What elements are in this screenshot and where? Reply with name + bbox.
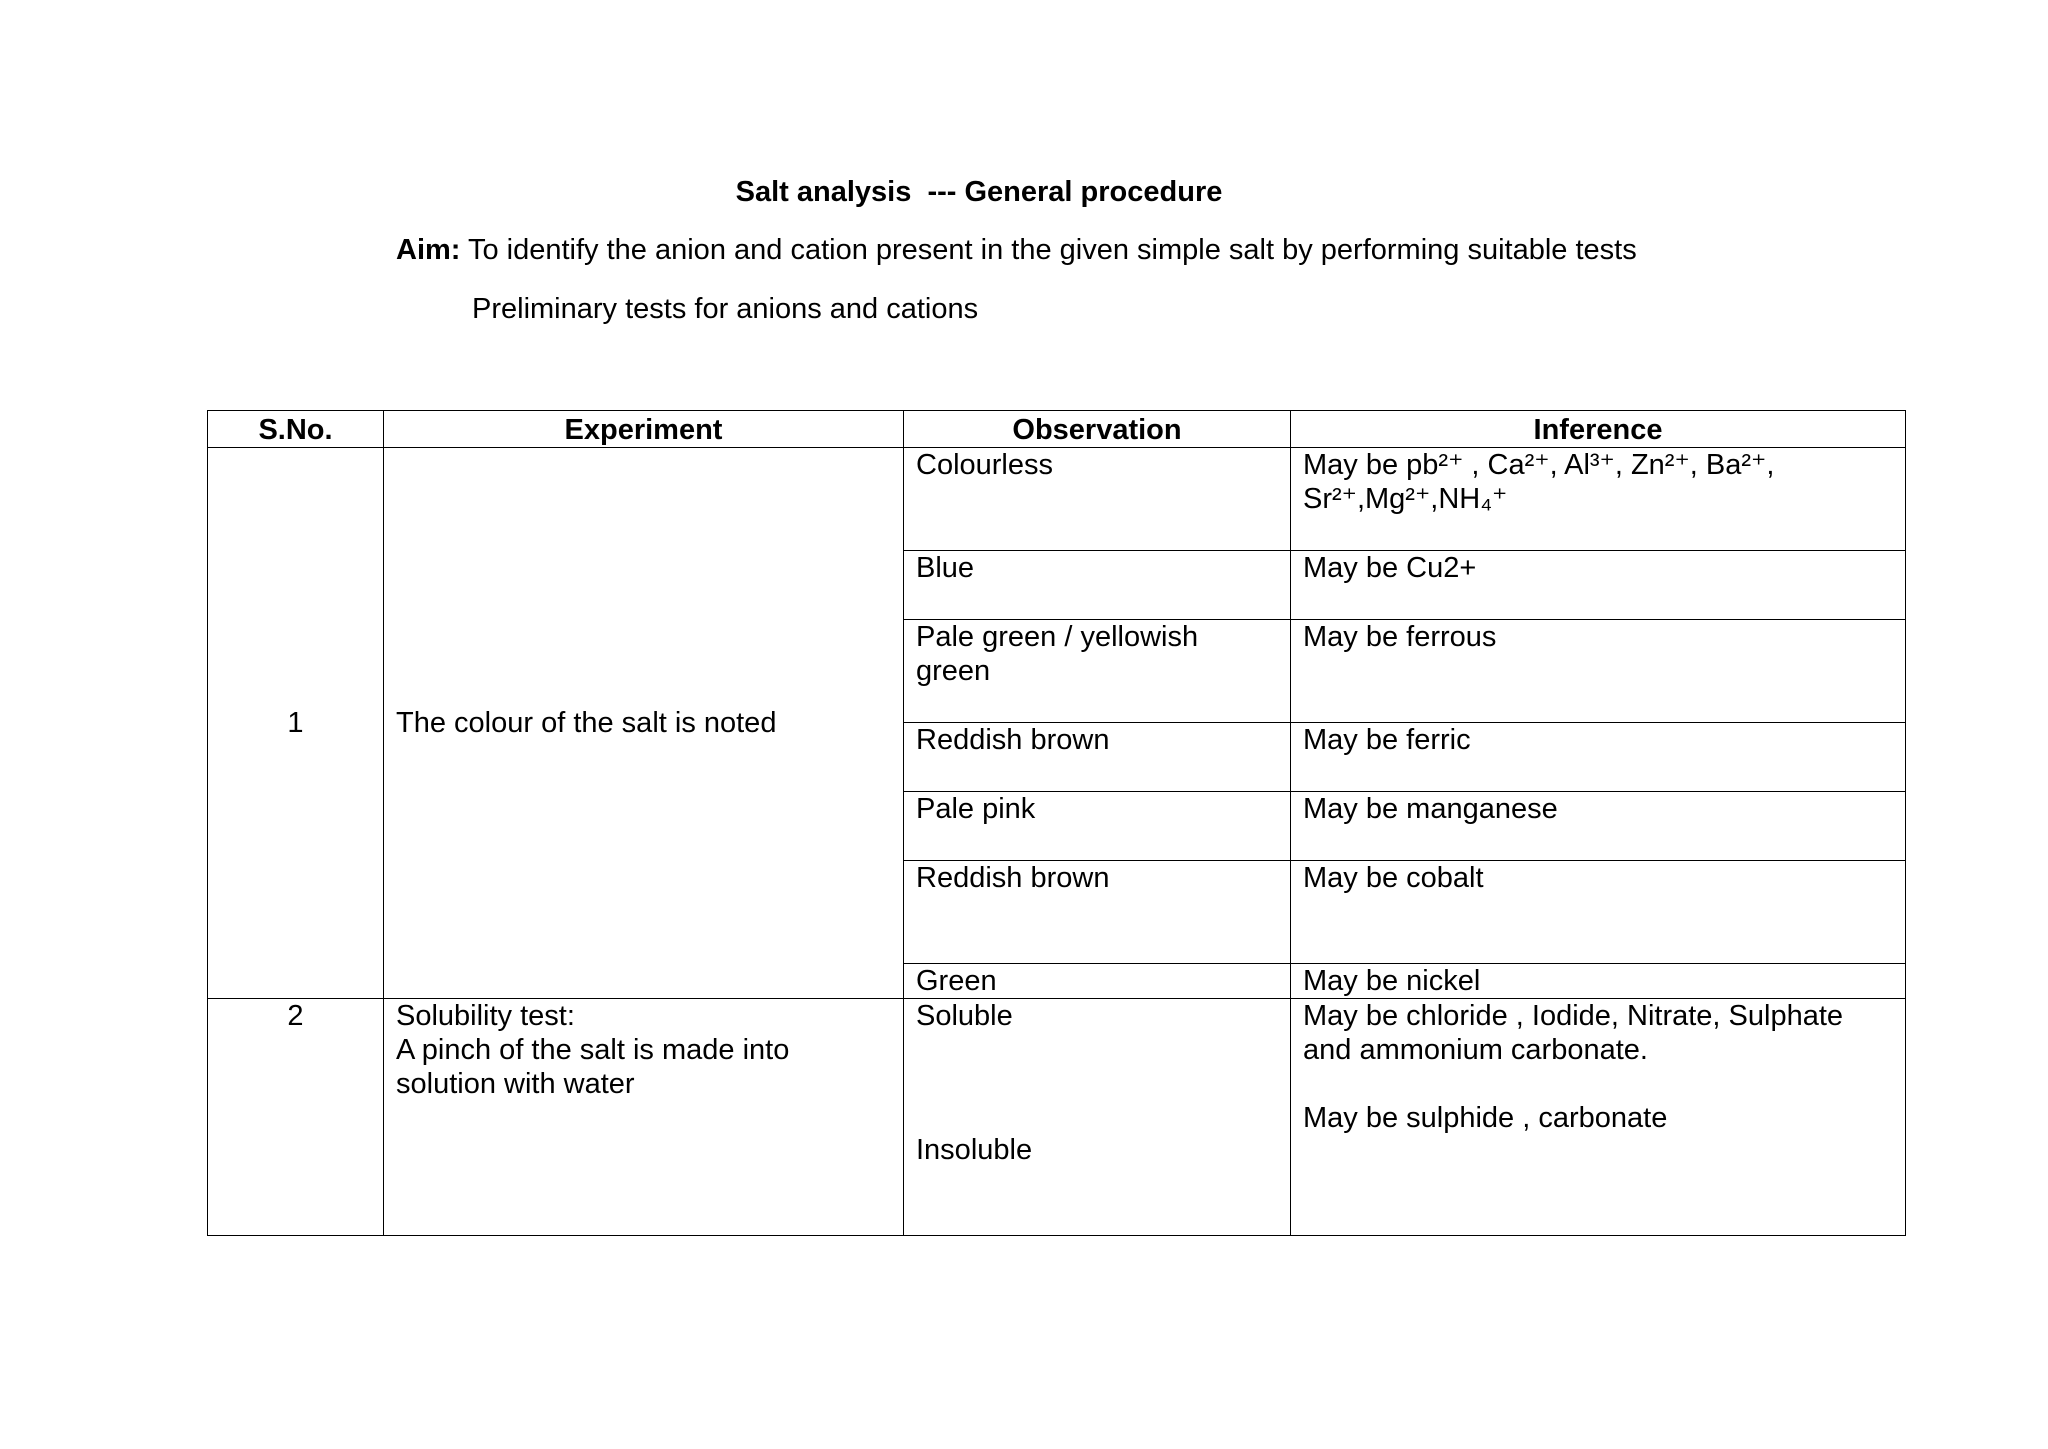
aim-statement xyxy=(396,234,1637,267)
inference-cell: May be ferrous xyxy=(1291,620,1906,723)
experiment-line: Solubility test: xyxy=(396,1000,575,1032)
inference-soluble: May be chloride , Iodide, Nitrate, Sulphate and ammonium carbonate. xyxy=(1303,1000,1844,1066)
aim-text: To identify the anion and cation present in the given simple salt by performing suitable tests xyxy=(460,234,1637,266)
experiment-line: A pinch of the salt is made into solution with water xyxy=(396,1034,790,1100)
inference-cell: May be nickel xyxy=(1291,964,1906,999)
row2-sno: 2 xyxy=(208,999,384,1236)
page-title: Salt analysis --- General procedure xyxy=(735,176,1223,208)
table-header-row xyxy=(208,411,1906,448)
section-subheading: Preliminary tests for anions and cations xyxy=(472,293,979,325)
inference-cell: May be Cu2+ xyxy=(1291,551,1906,620)
observation-cell: Reddish brown xyxy=(904,861,1291,964)
inference-cell: May be manganese xyxy=(1291,792,1906,861)
observation-cell: Green xyxy=(904,964,1291,999)
row1-experiment: The colour of the salt is noted xyxy=(384,448,904,999)
observation-cell: Pale green / yellowish green xyxy=(904,620,1291,723)
observation-cell xyxy=(904,999,1291,1236)
inference-cell xyxy=(1291,999,1906,1236)
header-experiment: Experiment xyxy=(384,411,904,448)
row1-sno: 1 xyxy=(208,448,384,999)
observation-insoluble: Insoluble xyxy=(916,1134,1033,1166)
observation-soluble: Soluble xyxy=(916,1000,1013,1032)
inference-cell: May be pb²⁺ , Ca²⁺, Al³⁺, Zn²⁺, Ba²⁺, Sr²⁺,Mg²⁺,NH₄⁺ xyxy=(1291,448,1906,551)
header-observation: Observation xyxy=(904,411,1291,448)
observation-cell: Colourless xyxy=(904,448,1291,551)
inference-cell: May be cobalt xyxy=(1291,861,1906,964)
observation-cell: Reddish brown xyxy=(904,723,1291,792)
header-sno: S.No. xyxy=(208,411,384,448)
observation-cell: Pale pink xyxy=(904,792,1291,861)
table-row xyxy=(208,999,1906,1236)
aim-label: Aim: xyxy=(396,234,461,266)
table-row xyxy=(208,448,1906,551)
observation-cell: Blue xyxy=(904,551,1291,620)
salt-analysis-table xyxy=(207,410,1906,1236)
inference-insoluble: May be sulphide , carbonate xyxy=(1303,1102,1668,1134)
row2-experiment xyxy=(384,999,904,1236)
header-inference: Inference xyxy=(1291,411,1906,448)
inference-cell: May be ferric xyxy=(1291,723,1906,792)
